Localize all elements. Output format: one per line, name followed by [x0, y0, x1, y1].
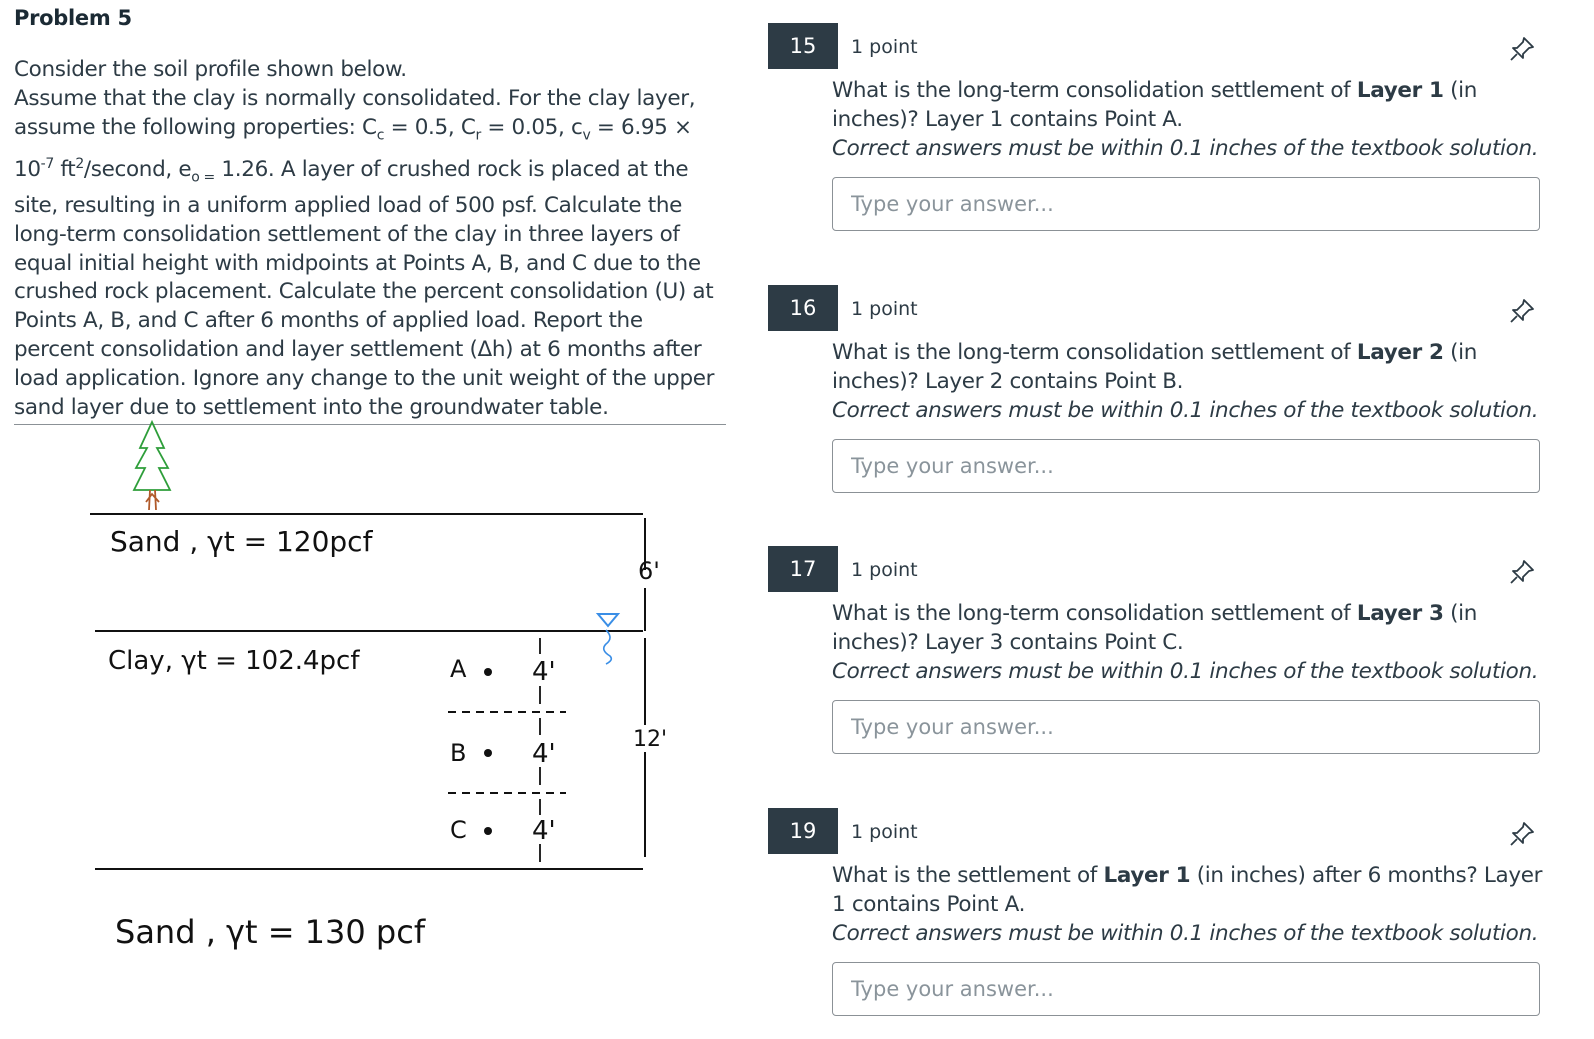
problem-statement	[14, 56, 726, 425]
question-number: 17	[768, 546, 838, 592]
question-points: 1 point	[851, 821, 918, 843]
problem-intro: Consider the soil profile shown below.	[14, 57, 407, 82]
question-text: What is the settlement of Layer 1 (in inches) after 6 months? Layer 1 contains Point A. Correct answers must be within 0.1 inches of the textbook solution.	[832, 863, 1543, 946]
question-number: 16	[768, 285, 838, 331]
question-text: What is the long-term consolidation settlement of Layer 1 (in inches)? Layer 1 contains Point A. Correct answers must be within 0.1 inches of the textbook solution.	[832, 76, 1544, 163]
soil-profile-figure	[0, 410, 740, 1030]
tree-icon	[134, 422, 170, 510]
svg-text:4': 4'	[532, 657, 556, 687]
answer-note: Correct answers must be within 0.1 inches of the textbook solution.	[832, 136, 1539, 161]
problem-panel	[14, 6, 726, 425]
svg-text:4': 4'	[532, 739, 556, 769]
answer-note: Correct answers must be within 0.1 inches of the textbook solution.	[832, 921, 1539, 946]
sand-bottom-label: Sand , γt = 130 pcf	[115, 913, 426, 951]
answer-input[interactable]	[832, 439, 1540, 493]
point-c	[450, 799, 556, 862]
point-a	[450, 638, 556, 704]
clay-label: Clay, γt = 102.4pcf	[108, 646, 360, 676]
pin-icon[interactable]	[1508, 820, 1536, 848]
answer-input[interactable]	[832, 962, 1540, 1016]
soil-profile-diagram	[0, 410, 740, 1030]
question-points: 1 point	[851, 559, 918, 581]
answer-input[interactable]	[832, 700, 1540, 754]
question-points: 1 point	[851, 298, 918, 320]
question-text: What is the long-term consolidation settlement of Layer 2 (in inches)? Layer 2 contains Point B. Correct answers must be within 0.1 inches of the textbook solution.	[832, 338, 1544, 425]
dim-sand-label: 6'	[638, 557, 660, 585]
answer-note: Correct answers must be within 0.1 inches of the textbook solution.	[832, 398, 1539, 423]
problem-title: Problem 5	[14, 6, 132, 30]
question-points: 1 point	[851, 36, 918, 58]
pin-icon[interactable]	[1508, 558, 1536, 586]
problem-body: Assume that the clay is normally consolidated. For the clay layer, assume the following properties: $C_c = 0.5$, $C_r = 0.05$, $c_v = 6.95 \times 10^{-7}$ $ft^2$/second, $e_{o =}$ 1.26. A layer of crushed rock is placed at the site, resulting in a uniform applied load of 500 psf. Calculate the long-term consolidation settlement of the clay in three layers of equal initial height with midpoints at Points A, B, and C due to the crushed rock placement. Calculate the percent consolidation (U) at Points A, B, and C after 6 months of applied load. Report the percent consolidation and layer settlement (Δh) at 6 months after load application. Ignore any change to the unit weight of the upper sand layer due to settlement into the groundwater table.	[14, 85, 715, 420]
svg-text:C: C	[450, 816, 467, 844]
pin-icon[interactable]	[1508, 35, 1536, 63]
svg-text:A: A	[450, 655, 467, 683]
sand-top-label: Sand , γt = 120pcf	[110, 525, 373, 558]
pin-icon[interactable]	[1508, 297, 1536, 325]
point-b	[450, 718, 556, 785]
water-table-icon	[598, 614, 618, 664]
answer-input[interactable]	[832, 177, 1540, 231]
answer-note: Correct answers must be within 0.1 inches of the textbook solution.	[832, 659, 1539, 684]
question-number: 19	[768, 808, 838, 854]
question-number: 15	[768, 23, 838, 69]
svg-text:4': 4'	[532, 816, 556, 846]
dim-clay-label: 12'	[633, 727, 668, 752]
question-text: What is the long-term consolidation settlement of Layer 3 (in inches)? Layer 3 contains Point C. Correct answers must be within 0.1 inches of the textbook solution.	[832, 599, 1544, 686]
svg-text:B: B	[450, 739, 467, 767]
